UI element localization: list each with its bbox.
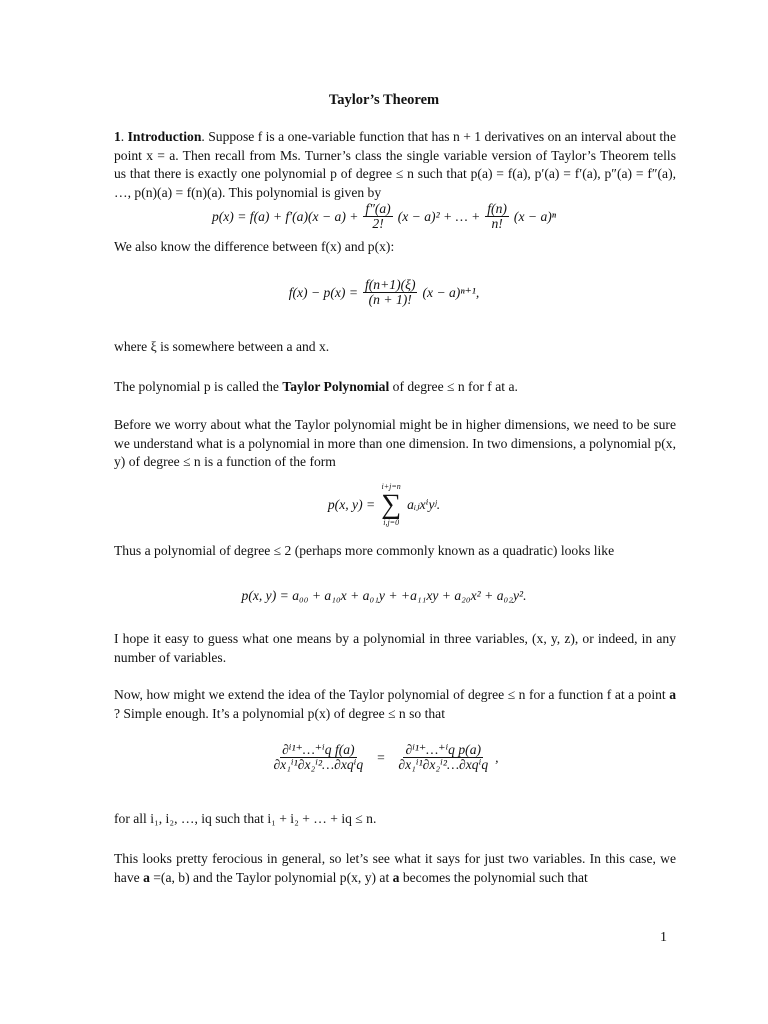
page-number: 1 <box>660 930 667 945</box>
eq5-left-fraction <box>271 743 365 772</box>
section-number: 1 <box>114 129 121 144</box>
three-variables-paragraph: I hope it easy to guess what one means by a polynomial in three variables, (x, y, z), or indeed, in any number of variables. <box>114 631 676 665</box>
eq3-rhs: aᵢⱼxⁱyʲ. <box>407 497 441 512</box>
two-variables-paragraph <box>114 850 676 887</box>
intro-text: . Suppose f is a one-variable function that has n + 1 derivatives on an interval about the point x = a. Then recall from Ms. Turner’s class the single variable version of Taylor’s Theorem tells us that there is exactly one polynomial p of degree ≤ n such that p(a) = f(a), p′(a) = f′(a), p″(a) = f″(a), …, p(n)(a) = f(n)(a). This polynomial is given by <box>114 129 677 200</box>
eq3-lhs: p(x, y) = <box>327 497 376 512</box>
polynomial-sum-equation <box>0 482 768 528</box>
remainder-equation <box>0 278 768 307</box>
extend-post: ? Simple enough. It’s a polynomial p(x) of degree ≤ n so that <box>114 705 445 721</box>
eq1-tail: (x − a)ⁿ <box>513 208 557 224</box>
eq2-tail: (x − a)ⁿ⁺¹, <box>422 284 480 300</box>
section-heading: Introduction <box>127 129 202 144</box>
quadratic-paragraph: Thus a polynomial of degree ≤ 2 (perhaps more commonly known as a quadratic) looks like <box>114 543 615 558</box>
ferocious-bold-a2: a <box>392 869 400 885</box>
taylor-def-pre: The polynomial p is called the <box>114 379 283 394</box>
taylor-definition-paragraph <box>114 378 676 397</box>
eq1-fraction-1 <box>363 202 392 231</box>
ferocious-pre: This looks pretty ferocious in general, so let’s see what it says for just two variables. In this case, we have <box>114 851 676 885</box>
eq2-fraction <box>363 278 417 307</box>
eq1-frac2-den: n! <box>491 216 503 231</box>
eq2-num: f(n+1)(ξ) <box>365 277 416 292</box>
eq5-equals: = <box>376 749 386 765</box>
eq1-frac1-num: f″(a) <box>365 201 391 216</box>
sigma-summation <box>381 482 401 528</box>
eq5-right-den: ∂x₁ⁱ¹∂x₂ⁱ²…∂xqⁱq <box>398 757 489 772</box>
sigma-symbol: ∑ <box>381 489 402 520</box>
eq2-lhs: f(x) − p(x) = <box>288 284 358 300</box>
taylor-def-bold: Taylor Polynomial <box>282 379 390 394</box>
ferocious-bold-a1: a <box>143 869 150 885</box>
eq1-frac1-den: 2! <box>372 216 384 231</box>
extend-pre: Now, how might we extend the idea of the Taylor polynomial of degree ≤ n for a function f at a point <box>114 687 670 702</box>
ferocious-post: becomes the polynomial such that <box>399 869 588 885</box>
extend-bold: a <box>669 687 676 702</box>
eq5-comma: , <box>495 749 499 765</box>
eq5-right-fraction <box>396 743 490 772</box>
eq1-lhs: p(x) = f(a) + f′(a)(x − a) + <box>211 208 359 224</box>
higher-dimensions-paragraph: Before we worry about what the Taylor polynomial might be in higher dimensions, we need to be sure we understand what is a polynomial in more than one dimension. In two dimensions, a polynomial p(x, y) of degree ≤ n is a function of the form <box>114 417 676 470</box>
eq5-left-den: ∂x₁ⁱ¹∂x₂ⁱ²…∂xqⁱq <box>273 757 364 772</box>
difference-paragraph: We also know the difference between f(x) and p(x): <box>114 239 395 254</box>
eq5-left-num: ∂ⁱ¹⁺…⁺ⁱq f(a) <box>282 742 355 757</box>
eq5-right-num: ∂ⁱ¹⁺…⁺ⁱq p(a) <box>405 742 482 757</box>
quadratic-equation: p(x, y) = a₀₀ + a₁₀x + a₀₁y + +a₁₁xy + a₂₀x² + a₀₂y². <box>241 588 527 603</box>
eq2-den: (n + 1)! <box>368 292 412 307</box>
page-title: Taylor’s Theorem <box>328 92 440 108</box>
extend-taylor-paragraph <box>114 686 676 723</box>
eq1-fraction-2 <box>485 202 509 231</box>
eq1-mid: (x − a)² + … + <box>397 208 481 224</box>
for-all-paragraph: for all i₁, i₂, …, iq such that i₁ + i₂ + … + iq ≤ n. <box>114 811 377 826</box>
where-paragraph: where ξ is somewhere between a and x. <box>114 339 330 354</box>
ferocious-mid: =(a, b) and the Taylor polynomial p(x, y) at <box>149 869 393 885</box>
taylor-def-post: of degree ≤ n for f at a. <box>389 379 518 394</box>
eq1-frac2-num: f(n) <box>487 201 507 216</box>
taylor-polynomial-equation <box>0 202 768 231</box>
sum-lower-limit: i,j=0 <box>383 518 400 527</box>
sum-upper-limit: i+j=n <box>381 482 401 491</box>
partial-derivative-equation <box>0 742 768 772</box>
intro-paragraph: 1. Introduction. Suppose f is a one-variable function that has n + 1 derivatives on an interval about the point x = a. Then recall from Ms. Turner’s class the single variable version of Taylor’s Theorem tells us that there is exactly one polynomial p of degree ≤ n such that p(a) = f(a), p′(a) = f′(a), p″(a) = f″(a), …, p(n)(a) = f(n)(a). This polynomial is given by <box>114 129 677 200</box>
